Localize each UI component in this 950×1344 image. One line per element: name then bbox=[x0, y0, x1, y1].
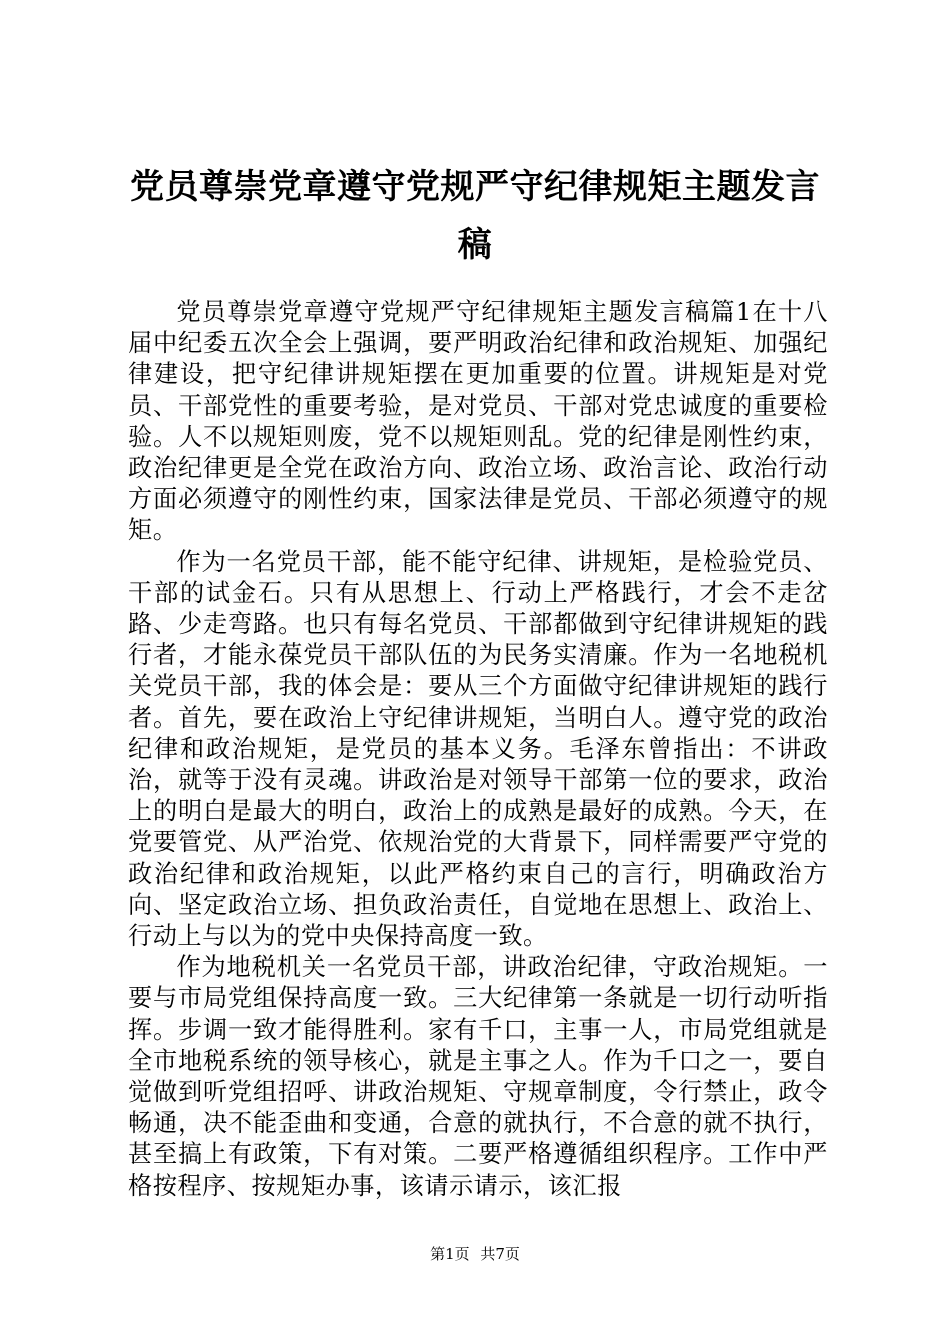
document-body bbox=[128, 297, 828, 1202]
paragraph-2: 作为一名党员干部，能不能守纪律、讲规矩，是检验党员、干部的试金石。只有从思想上、行动上严格践行，才会不走岔路、少走弯路。也只有每名党员、干部都做到守纪律讲规矩的践行者，才能永葆党员干部队伍的为民务实清廉。作为一名地税机关党员干部，我的体会是：要从三个方面做守纪律讲规矩的践行者。首先，要在政治上守纪律讲规矩，当明白人。遵守党的政治纪律和政治规矩，是党员的基本义务。毛泽东曾指出：不讲政治，就等于没有灵魂。讲政治是对领导干部第一位的要求，政治上的明白是最大的明白，政治上的成熟是最好的成熟。今天，在党要管党、从严治党、依规治党的大背景下，同样需要严守党的政治纪律和政治规矩，以此严格约束自己的言行，明确政治方向、坚定政治立场、担负政治责任，自觉地在思想上、政治上、行动上与以为的党中央保持高度一致。 bbox=[128, 547, 828, 951]
page-total: 共7页 bbox=[480, 1245, 520, 1263]
page-number: 第1页 bbox=[430, 1245, 470, 1263]
document-title: 党员尊崇党章遵守党规严守纪律规矩主题发言稿 bbox=[130, 167, 820, 265]
paragraph-3: 作为地税机关一名党员干部，讲政治纪律，守政治规矩。一要与市局党组保持高度一致。三大纪律第一条就是一切行动听指挥。步调一致才能得胜利。家有千口，主事一人，市局党组就是全市地税系统的领导核心，就是主事之人。作为千口之一，要自觉做到听党组招呼、讲政治规矩、守规章制度，令行禁止，政令畅通，决不能歪曲和变通，合意的就执行，不合意的就不执行，甚至搞上有政策，下有对策。二要严格遵循组织程序。工作中严格按程序、按规矩办事，该请示请示，该汇报 bbox=[128, 953, 828, 1200]
paragraph-1: 党员尊崇党章遵守党规严守纪律规矩主题发言稿篇1在十八届中纪委五次全会上强调，要严明政治纪律和政治规矩、加强纪律建设，把守纪律讲规矩摆在更加重要的位置。讲规矩是对党员、干部党性的重要考验，是对党员、干部对党忠诚度的重要检验。人不以规矩则废，党不以规矩则乱。党的纪律是刚性约束，政治纪律更是全党在政治方向、政治立场、政治言论、政治行动方面必须遵守的刚性约束，国家法律是党员、干部必须遵守的规矩。 bbox=[128, 298, 828, 545]
page-footer bbox=[0, 1244, 950, 1264]
